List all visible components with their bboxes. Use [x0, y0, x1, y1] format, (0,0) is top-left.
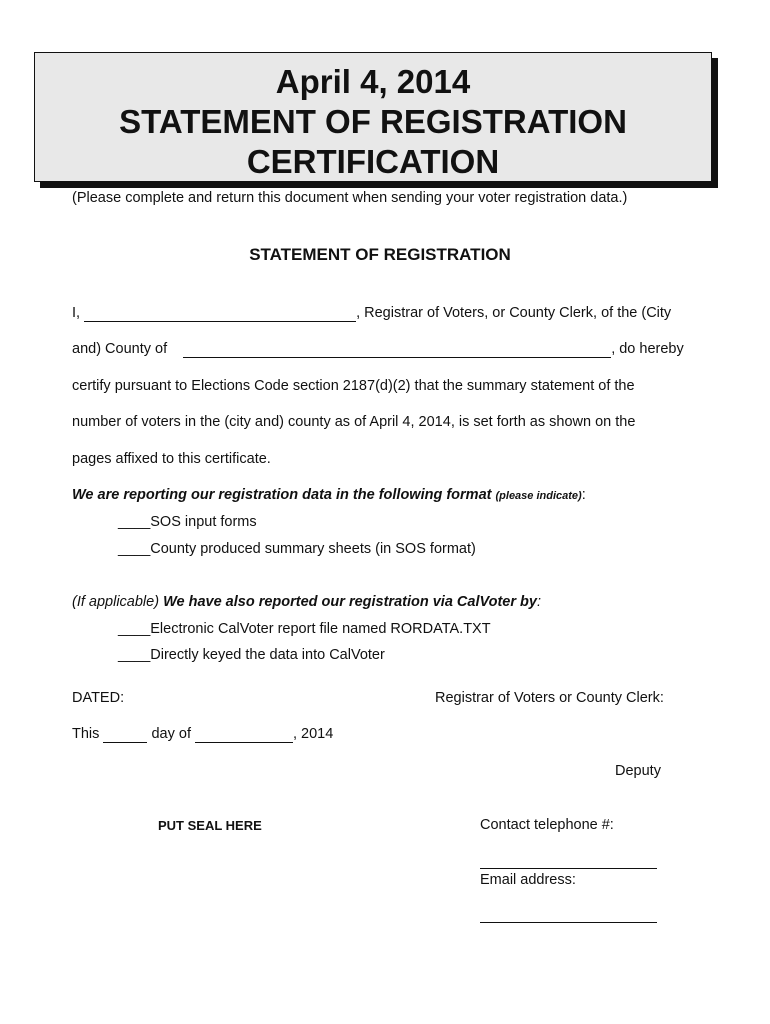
- calvoter-option-electronic[interactable]: [118, 621, 491, 637]
- county-name-field[interactable]: [183, 341, 611, 358]
- format-option-sos-forms[interactable]: [118, 514, 257, 530]
- date-day-of: day of: [151, 726, 191, 742]
- date-year: , 2014: [293, 726, 334, 742]
- month-field[interactable]: [195, 726, 293, 743]
- title-date: April 4, 2014: [275, 63, 471, 100]
- format-option-blank[interactable]: ____: [118, 541, 151, 557]
- format-question-colon: :: [581, 487, 586, 503]
- statement-line-1: [72, 305, 671, 322]
- deputy-label: Deputy: [615, 763, 661, 779]
- calvoter-option-keyed[interactable]: [118, 647, 385, 663]
- contact-label: Contact telephone #:: [480, 817, 614, 833]
- calvoter-question-prefix: (If applicable): [72, 594, 160, 610]
- statement-line-3: certify pursuant to Elections Code section 2187(d)(2) that the summary statement of the: [72, 378, 635, 394]
- format-question-main: We are reporting our registration data in the following format: [72, 487, 492, 503]
- statement-county-of: and) County of: [72, 341, 168, 357]
- format-option-label: County produced summary sheets (in SOS format): [150, 541, 476, 557]
- statement-line-2: [72, 341, 684, 358]
- date-this: This: [72, 726, 100, 742]
- section-heading: STATEMENT OF REGISTRATION: [249, 245, 511, 264]
- email-label: Email address:: [480, 872, 576, 888]
- registrar-label: Registrar of Voters or County Clerk:: [435, 690, 664, 706]
- day-field[interactable]: [103, 726, 147, 743]
- calvoter-option-label: Directly keyed the data into CalVoter: [150, 647, 385, 663]
- registrar-name-field[interactable]: [84, 305, 356, 322]
- format-question-note: (please indicate): [495, 490, 582, 502]
- calvoter-question: [72, 594, 541, 610]
- statement-line-4: number of voters in the (city and) county as of April 4, 2014, is set forth as shown on the: [72, 414, 636, 430]
- statement-i: I,: [72, 305, 81, 321]
- format-option-county-sheets[interactable]: [118, 541, 476, 557]
- seal-label: PUT SEAL HERE: [158, 818, 262, 833]
- statement-line-1-suffix: , Registrar of Voters, or County Clerk, of the (City: [356, 305, 672, 321]
- format-option-blank[interactable]: ____: [118, 514, 151, 530]
- contact-phone-field[interactable]: [480, 868, 657, 869]
- title-box: [34, 52, 712, 182]
- statement-line-5: pages affixed to this certificate.: [72, 451, 271, 467]
- format-question: [72, 487, 586, 503]
- dated-label: DATED:: [72, 690, 125, 706]
- email-field[interactable]: [480, 922, 657, 923]
- calvoter-option-blank[interactable]: ____: [118, 621, 151, 637]
- statement-line-2-suffix: , do hereby: [611, 341, 684, 357]
- date-line: [72, 726, 333, 743]
- calvoter-option-blank[interactable]: ____: [118, 647, 151, 663]
- calvoter-question-main: We have also reported our registration via CalVoter by: [163, 594, 537, 610]
- calvoter-option-label: Electronic CalVoter report file named RORDATA.TXT: [150, 621, 491, 637]
- format-option-label: SOS input forms: [150, 514, 257, 530]
- calvoter-question-colon: :: [536, 594, 541, 610]
- instructions-text: (Please complete and return this document when sending your voter registration data.): [72, 190, 628, 206]
- title-line-1: STATEMENT OF REGISTRATION: [119, 103, 627, 140]
- title-line-2: CERTIFICATION: [246, 143, 500, 180]
